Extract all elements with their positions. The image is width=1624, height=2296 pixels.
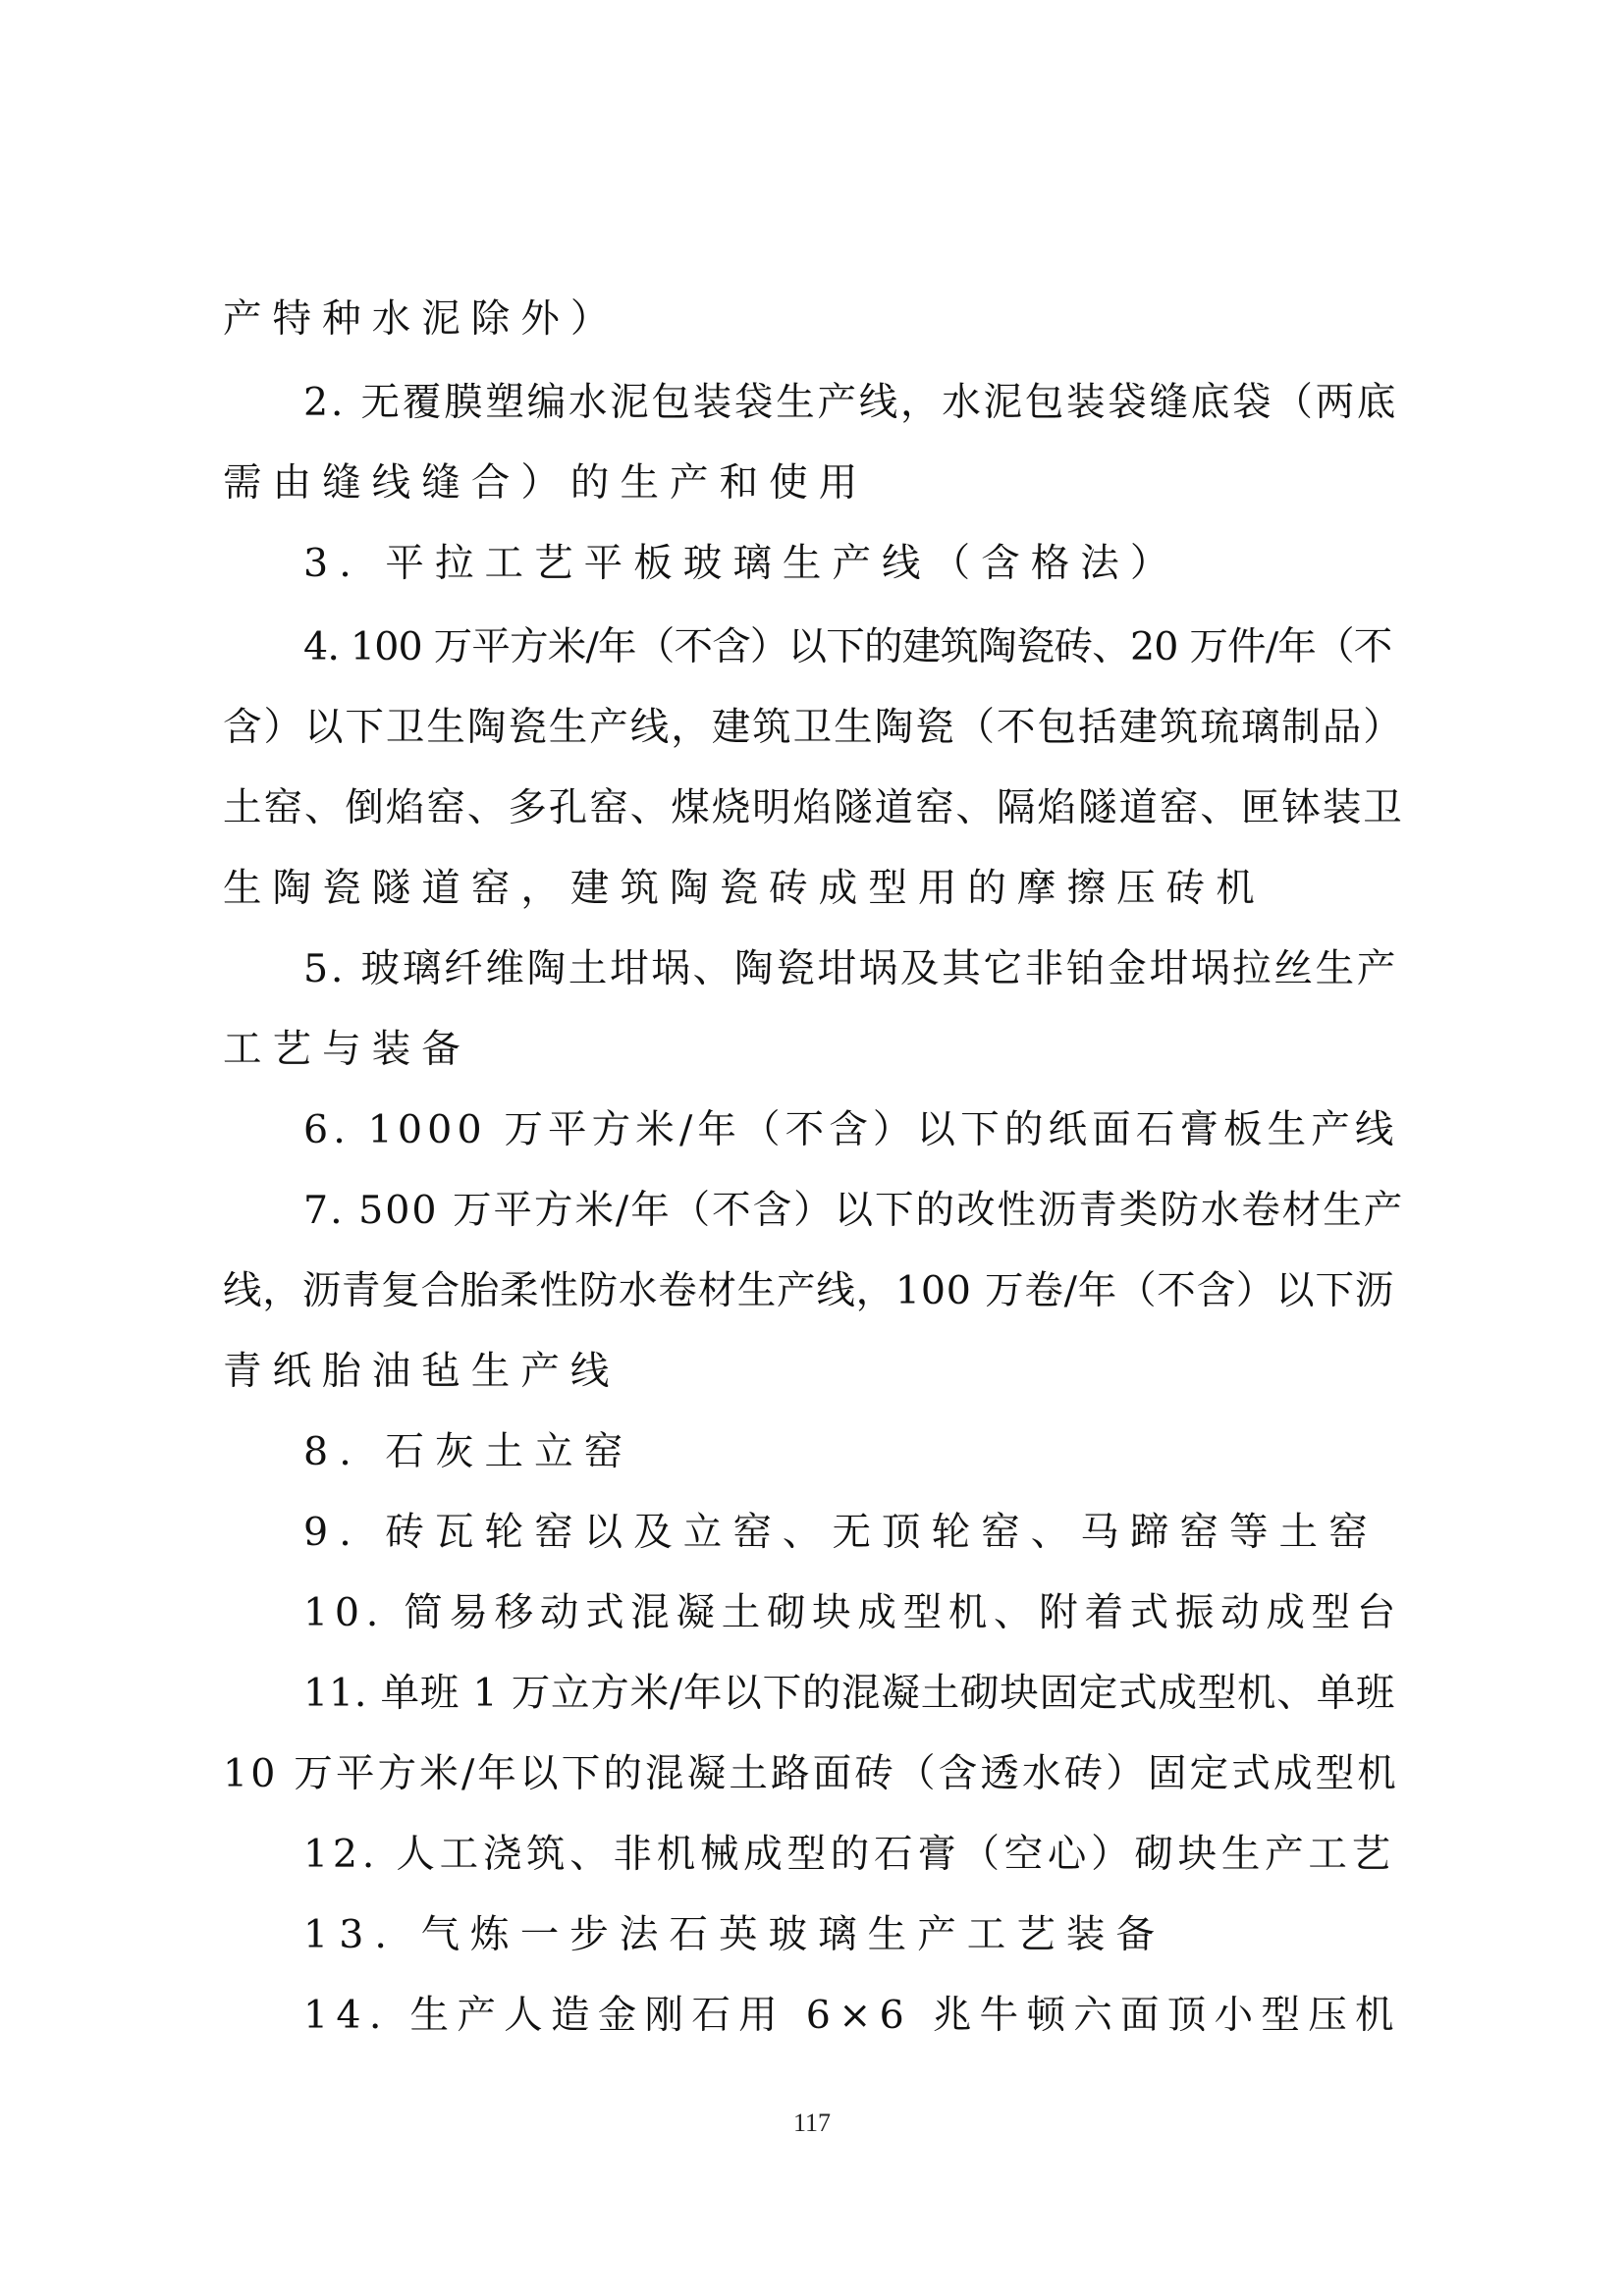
text-line-6: 含）以下卫生陶瓷生产线，建筑卫生陶瓷（不包括建筑琉璃制品） — [223, 705, 1404, 750]
text-line-18: 11. 单班 1 万立方米/年以下的混凝土砌块固定式成型机、单班 — [303, 1671, 1396, 1716]
text-line-13: 线，沥青复合胎柔性防水卷材生产线，100 万卷/年（不含）以下沥 — [223, 1268, 1395, 1313]
text-line-14: 青纸胎油毡生产线 — [223, 1349, 621, 1394]
text-line-7: 土窑、倒焰窑、多孔窑、煤烧明焰隧道窑、隔焰隧道窑、匣钵装卫 — [223, 785, 1404, 830]
text-line-19: 10 万平方米/年以下的混凝土路面砖（含透水砖）固定式成型机 — [223, 1751, 1399, 1796]
text-line-10: 工艺与装备 — [223, 1027, 471, 1072]
text-line-21: 13. 气炼一步法石英玻璃生产工艺装备 — [303, 1912, 1166, 1957]
text-line-17: 10. 简易移动式混凝土砌块成型机、附着式振动成型台 — [303, 1590, 1402, 1635]
page-number: 117 — [792, 2109, 832, 2137]
text-line-1: 产特种水泥除外） — [223, 296, 621, 342]
text-line-11: 6. 1000 万平方米/年（不含）以下的纸面石膏板生产线 — [303, 1107, 1399, 1152]
text-line-3: 需由缝线缝合）的生产和使用 — [223, 460, 869, 506]
text-line-2: 2. 无覆膜塑编水泥包装袋生产线，水泥包装袋缝底袋（两底 — [303, 380, 1399, 425]
text-line-4: 3. 平拉工艺平板玻璃生产线（含格法） — [303, 541, 1180, 586]
text-line-12: 7. 500 万平方米/年（不含）以下的改性沥青类防水卷材生产 — [303, 1188, 1405, 1233]
text-line-8: 生陶瓷隧道窑，建筑陶瓷砖成型用的摩擦压砖机 — [223, 866, 1266, 911]
text-line-20: 12. 人工浇筑、非机械成型的石膏（空心）砌块生产工艺 — [303, 1832, 1395, 1877]
text-line-22: 14. 生产人造金刚石用 6×6 兆牛顿六面顶小型压机 — [303, 1993, 1402, 2038]
text-line-16: 9. 砖瓦轮窑以及立窑、无顶轮窑、马蹄窑等土窑 — [303, 1510, 1379, 1555]
text-line-15: 8. 石灰土立窑 — [303, 1429, 634, 1474]
text-line-5: 4. 100 万平方米/年（不含）以下的建筑陶瓷砖、20 万件/年（不 — [303, 624, 1392, 669]
text-line-9: 5. 玻璃纤维陶土坩埚、陶瓷坩埚及其它非铂金坩埚拉丝生产 — [303, 946, 1399, 991]
